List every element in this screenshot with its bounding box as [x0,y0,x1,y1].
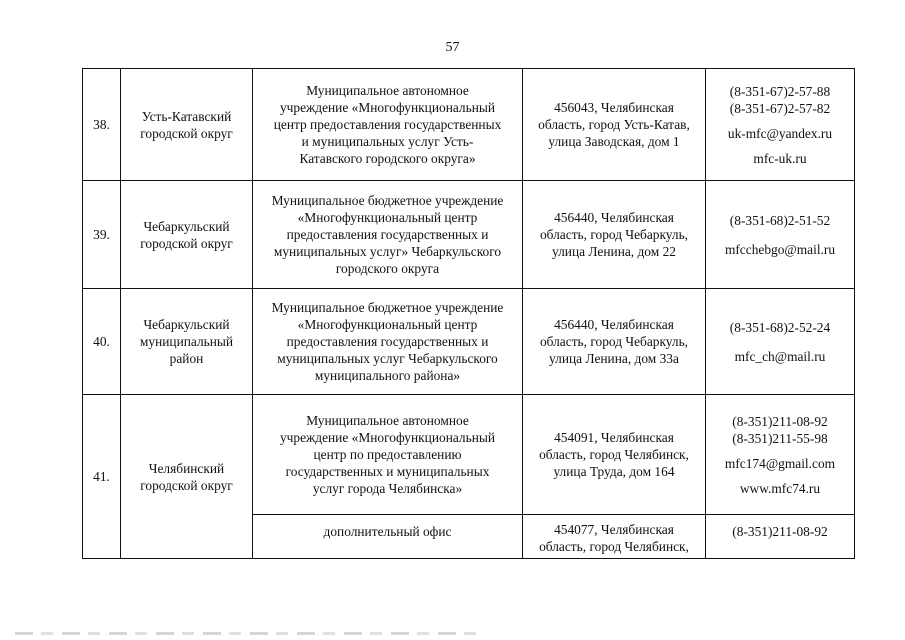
organization-line: и муниципальных услуг Усть- [301,134,474,149]
table-row [83,69,855,181]
row-number: 40. [83,289,121,395]
organization-line: Муниципальное автономное [306,83,469,98]
address-line: область, город Челябинск, [539,539,689,554]
row-number: 39. [83,181,121,289]
organization-line: Муниципальное бюджетное учреждение [271,300,504,315]
email: mfc174@gmail.com [724,455,836,471]
scan-artifact [15,632,485,635]
table-row [83,395,855,515]
address-cell [523,515,706,559]
address-line: область, город Чебаркуль, [539,227,689,242]
organization-line: предоставления государственных и [286,227,489,242]
mfc-table [82,68,855,559]
phone: (8-351-68)2-52-24 [729,319,831,335]
organization-line: центр предоставления государственных [273,117,502,132]
district-cell: Челябинский городской округ [121,395,253,559]
organization-line: государственных и муниципальных [285,464,490,479]
organization-line: Муниципальное автономное [306,413,469,428]
organization-line: учреждение «Многофункциональный [279,430,496,445]
contacts-cell [706,289,855,395]
email: mfc_ch@mail.ru [734,348,826,364]
address-line: улица Труда, дом 164 [553,464,675,479]
organization-line: дополнительный офис [323,524,452,539]
row-number: 38. [83,69,121,181]
organization-cell [253,289,523,395]
organization-line: «Многофункциональный центр [297,317,478,332]
table-row [83,289,855,395]
phone: (8-351-68)2-51-52 [729,212,831,228]
organization-line: Муниципальное бюджетное учреждение [271,193,504,208]
district-cell: Чебаркульский городской округ [121,181,253,289]
organization-line: муниципальных услуг» Чебаркульского [273,244,502,259]
website: mfc-uk.ru [753,150,807,166]
address-line: область, город Усть-Катав, [538,117,690,132]
address-line: улица Ленина, дом 22 [552,244,676,259]
phone: (8-351-67)2-57-88 [729,83,831,99]
address-line: 454077, Челябинская [554,522,674,537]
address-cell [523,69,706,181]
organization-line: центр по предоставлению [313,447,462,462]
phone: (8-351)211-08-92 [732,413,828,429]
phone: (8-351)211-55-98 [732,430,828,446]
organization-line: предоставления государственных и [286,334,489,349]
address-line: 456440, Челябинская [554,317,674,332]
organization-line: учреждение «Многофункциональный [279,100,496,115]
district-cell: Усть-Катавский городской округ [121,69,253,181]
page-number: 57 [445,40,460,55]
website: www.mfc74.ru [739,480,821,496]
address-line: 456440, Челябинская [554,210,674,225]
address-cell [523,395,706,515]
address-line: область, город Челябинск, [539,447,689,462]
table-row [83,181,855,289]
organization-cell [253,69,523,181]
organization-cell [253,181,523,289]
email: uk-mfc@yandex.ru [727,125,833,141]
organization-line: «Многофункциональный центр [297,210,478,225]
organization-cell [253,515,523,559]
address-line: 454091, Челябинская [554,430,674,445]
email: mfcchebgo@mail.ru [724,241,836,257]
organization-line: услуг города Челябинска» [312,481,463,496]
contacts-cell [706,181,855,289]
address-line: улица Заводская, дом 1 [548,134,680,149]
address-cell [523,181,706,289]
organization-line: муниципального района» [314,368,461,383]
contacts-cell [706,515,855,559]
organization-line: муниципальных услуг Чебаркульского [277,351,498,366]
organization-cell [253,395,523,515]
phone: (8-351)211-08-92 [732,524,828,539]
district-cell: Чебаркульский муниципальный район [121,289,253,395]
address-line: улица Ленина, дом 33а [549,351,679,366]
address-line: область, город Чебаркуль, [539,334,689,349]
contacts-cell [706,395,855,515]
address-line: 456043, Челябинская [554,100,674,115]
row-number: 41. [83,395,121,559]
address-cell [523,289,706,395]
organization-line: городского округа [335,261,440,276]
organization-line: Катавского городского округа» [299,151,476,166]
contacts-cell [706,69,855,181]
phone: (8-351-67)2-57-82 [729,100,831,116]
